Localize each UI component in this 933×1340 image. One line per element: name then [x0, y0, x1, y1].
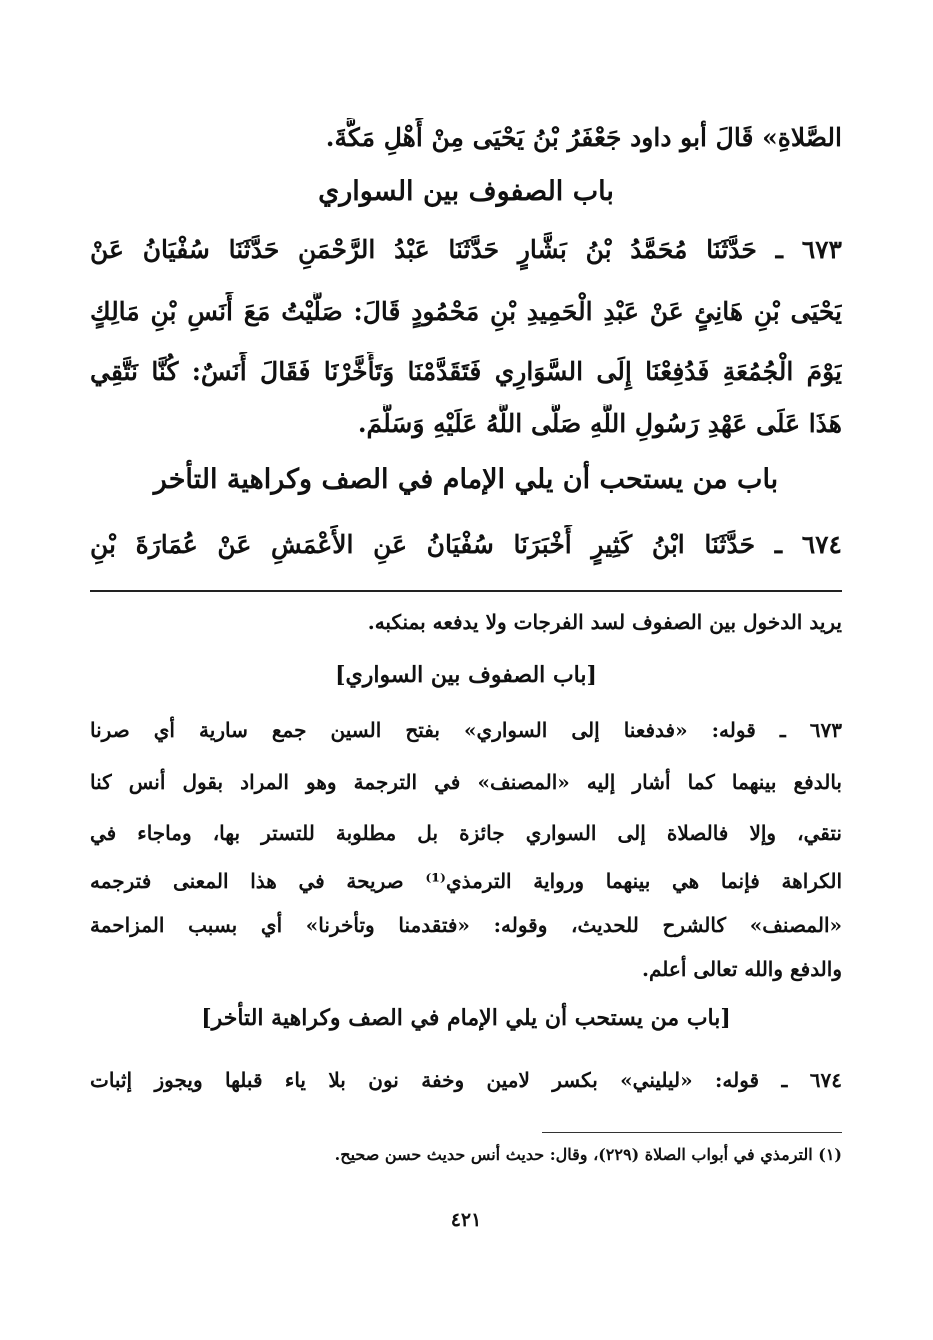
separator-rule [90, 590, 842, 592]
hadith-673-line: هَذَا عَلَى عَهْدِ رَسُولِ اللَّهِ صَلَّى اللَّهُ عَلَيْهِ وَسَلَّمَ. [357, 409, 842, 438]
chapter-heading: باب من يستحب أن يلي الإمام في الصف وكراهية التأخر [153, 464, 779, 495]
commentary-line: يريد الدخول بين الصفوف لسد الفرجات ولا يدفعه بمنكبه. [367, 610, 842, 634]
main-text-line: الصَّلاةِ» قَالَ أبو داود جَعْفَرُ بْنُ يَحْيَى مِنْ أَهْلِ مَكَّةَ. [325, 123, 842, 152]
footnote-rule [542, 1132, 842, 1133]
hadith-673-line: يَحْيَى بْنِ هَانِئٍ عَنْ عَبْدِ الْحَمِيدِ بْنِ مَحْمُودٍ قَالَ: صَلَّيْتُ مَعَ أَنَسِ بْنِ مَالِكٍ [90, 297, 842, 326]
commentary-673-line: «المصنف» كالشرح للحديث، وقوله: «فتقدمنا وتأخرنا» أي بسبب المزاحمة [90, 913, 842, 937]
commentary-673-line: الكراهة فإنما هي بينهما ورواية الترمذي⁽¹⁾ صريحة في هذا المعنى فترجمه [90, 869, 842, 893]
hadith-673-line: يَوْمَ الْجُمُعَةِ فَدُفِعْنَا إِلَى السَّوَارِي فَتَقَدَّمْنَا وَتَأَخَّرْنَا فَقَالَ أَنَسٌ: كُنَّا نَتَّقِي [90, 357, 842, 386]
commentary-heading: [باب من يستحب أن يلي الإمام في الصف وكراهية التأخر] [201, 1005, 731, 1031]
commentary-674-line: ٦٧٤ ـ قوله: «ليليني» بكسر لامين وخفة نون بلا ياء قبلها ويجوز إثبات [90, 1068, 842, 1092]
commentary-heading: [باب الصفوف بين السواري] [335, 662, 597, 688]
hadith-674-line: ٦٧٤ ـ حَدَّثَنَا ابْنُ كَثِيرٍ أَخْبَرَنَا سُفْيَانُ عَنِ الأَعْمَشِ عَنْ عُمَارَةَ بْنِ [90, 530, 842, 559]
commentary-673-line: نتقي، وإلا فالصلاة إلى السواري جائزة بل مطلوبة للتستر بها، وماجاء في [90, 821, 842, 845]
hadith-673-line: ٦٧٣ ـ حَدَّثَنَا مُحَمَّدُ بْنُ بَشَّارٍ حَدَّثَنَا عَبْدُ الرَّحْمَنِ حَدَّثَنَا سُفْيَانُ عَنْ [90, 235, 842, 264]
commentary-673-line: بالدفع بينهما كما أشار إليه «المصنف» في الترجمة وهو المراد بقول أنس كنا [90, 770, 842, 794]
book-page [90, 100, 842, 1260]
commentary-673-line: ٦٧٣ ـ قوله: «فدفعنا إلى السواري» بفتح السين جمع سارية أي صرنا [90, 718, 842, 742]
footnote: (١) الترمذي في أبواب الصلاة (٢٢٩)، وقال: حديث أنس حديث حسن صحيح. [334, 1145, 842, 1164]
page-number: ٤٢١ [450, 1209, 482, 1231]
commentary-673-line: والدفع والله تعالى أعلم. [641, 957, 842, 981]
chapter-heading: باب الصفوف بين السواري [318, 176, 614, 207]
